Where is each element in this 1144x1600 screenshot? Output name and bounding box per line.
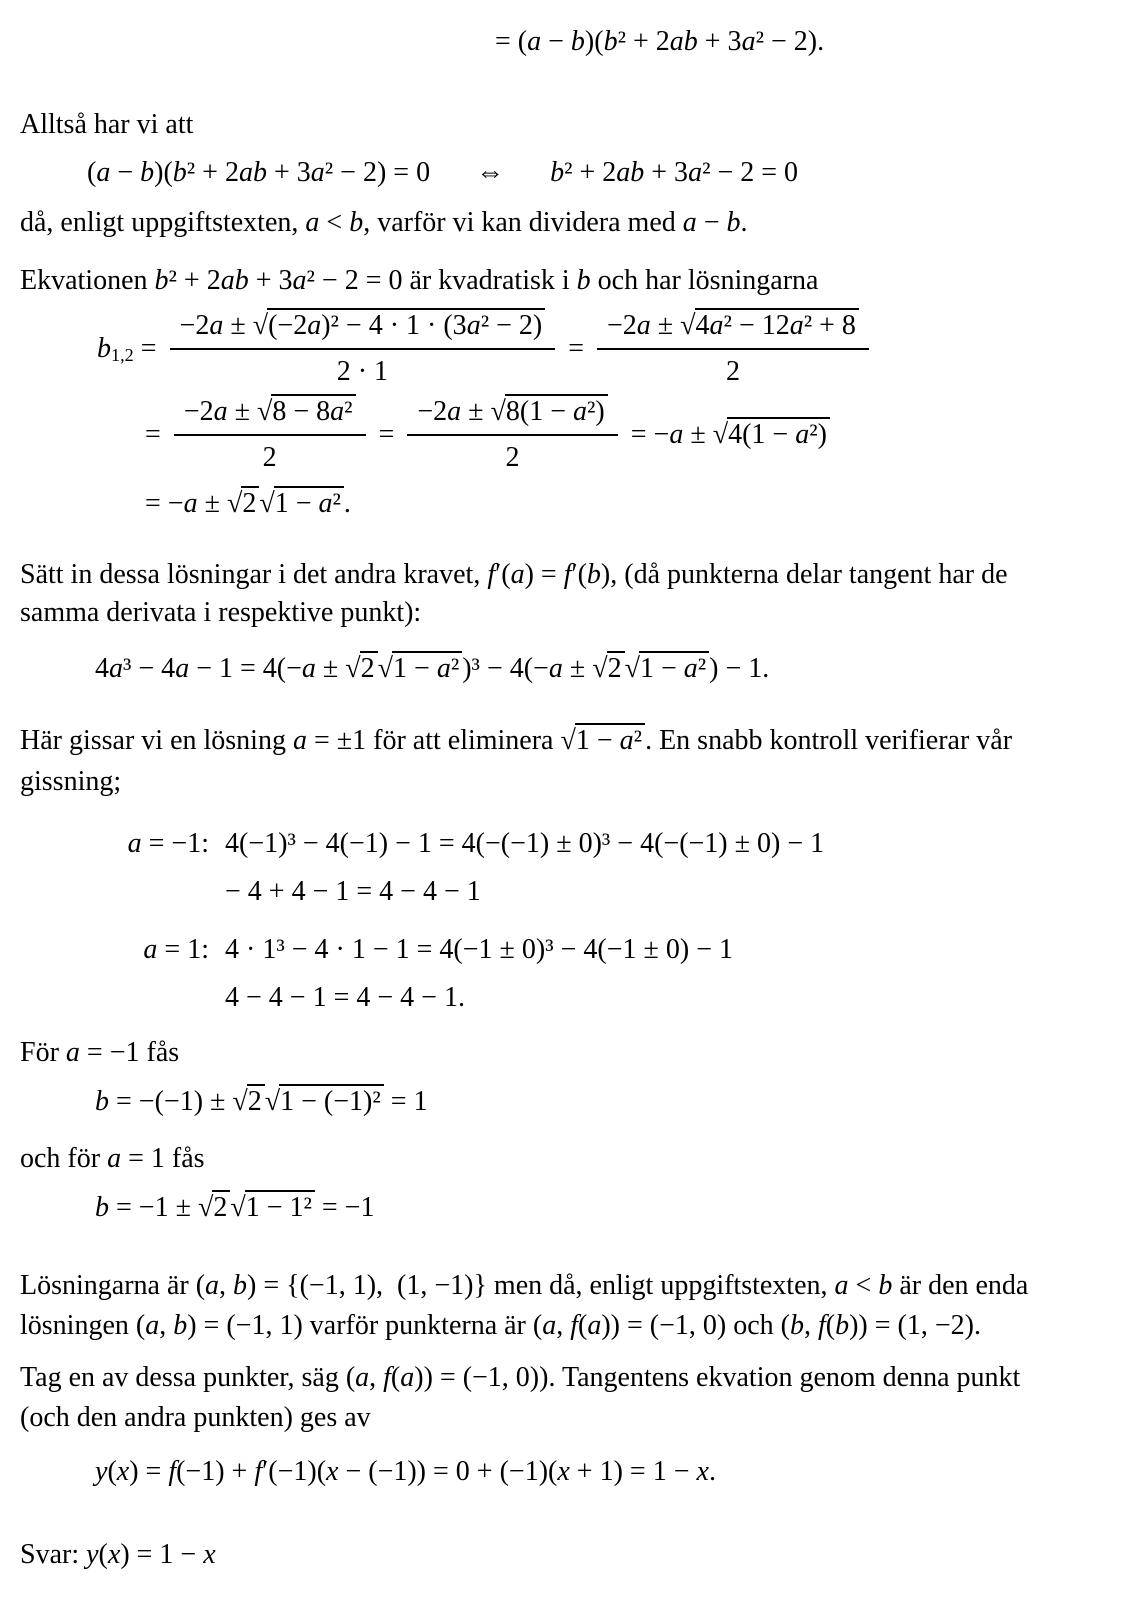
derivation-row-3: = −a ± √2 √1 − a² . (145, 488, 351, 519)
derivation-b12 (20, 308, 1124, 526)
fraction-numerator: −2a ± √4a² − 12a² + 8 (597, 308, 869, 350)
equals-sign: = (145, 419, 161, 450)
sqrt-radical: √2 (345, 653, 377, 684)
fraction-simplified-3 (407, 394, 617, 476)
derivation-row-2 (20, 394, 1124, 476)
fraction-numerator: −2a ± √(−2a)² − 4 · 1 · (3a² − 2) (170, 308, 556, 350)
paragraph-line: Här gissar vi en lösning a = ±1 för att eliminera √1 − a² . En snabb kontroll verifierar vår (20, 725, 1013, 756)
paragraph-divide-condition: då, enligt uppgiftstexten, a < b, varför vi kan dividera med a − b. (20, 207, 748, 238)
equals-sign: = (378, 419, 395, 450)
case-label: a = −1: (127, 828, 209, 859)
sqrt-radical: √1 − 1² (230, 1192, 315, 1223)
equivalence-arrow-icon: ⇔ (476, 157, 505, 188)
sqrt-radical: √4(1 − a²) (713, 419, 830, 450)
sqrt-radical: √(−2a)² − 4 · 1 · (3a² − 2) (253, 310, 546, 341)
paragraph-for-a-plus-1: och för a = 1 fås (20, 1143, 205, 1174)
paragraph-substitute-condition (20, 556, 1124, 632)
paragraph-line: Lösningarna är (a, b) = {(−1, 1), (1, −1)} men då, enligt uppgiftstexten, a < b är den enda (20, 1270, 1029, 1301)
paragraph-solutions (20, 1266, 1124, 1346)
spacer (97, 978, 209, 1018)
sqrt-radical: √1 − a² (378, 653, 463, 684)
sqrt-radical: √8(1 − a²) (491, 396, 608, 427)
paragraph-line: (och den andra punkten) ges av (20, 1402, 371, 1433)
derivation-row-1 (20, 308, 1124, 390)
fraction-denominator: 2 (725, 356, 740, 387)
sqrt-radical: √1 − a² (259, 488, 344, 519)
paragraph-altsa: Alltså har vi att (20, 109, 194, 140)
fraction-numerator: −2a ± √8 − 8a² (174, 394, 366, 436)
equation-derivative-condition: 4a³ − 4a − 1 = 4(−a ± √2 √1 − a² )³ − 4(−a ± √2 √1 − a² ) − 1. (95, 653, 770, 684)
paragraph-for-a-minus-1: För a = −1 fås (20, 1037, 180, 1068)
equation-b-for-a-plus-1: b = −1 ± √2 √1 − 1² = −1 (95, 1192, 375, 1223)
spacer (97, 872, 209, 912)
equation-continued-factorization: = (a − b)(b² + 2ab + 3a² − 2). (495, 26, 825, 57)
sqrt-radical: √2 (227, 488, 259, 519)
b12-lead: $b_{1,2}$ = (97, 333, 157, 365)
case-equation: 4(−1)³ − 4(−1) − 1 = 4(−(−1) ± 0)³ − 4(−(−1) ± 0) − 1 (225, 828, 825, 859)
paragraph-guess-solution (20, 720, 1124, 802)
paragraph-line: lösningen (a, b) = (−1, 1) varför punkterna är (a, f(a)) = (−1, 0) och (b, f(b)) = (1, −2). (20, 1310, 981, 1341)
sqrt-radical: √1 − (−1)² (265, 1086, 384, 1117)
paragraph-tangent-intro (20, 1358, 1124, 1438)
answer-line: Svar: y(x) = 1 − x (20, 1539, 216, 1570)
sqrt-radical: √2 (592, 653, 624, 684)
sqrt-radical: √1 − a² (625, 653, 710, 684)
sqrt-radical: √4a² − 12a² + 8 (680, 310, 859, 341)
fraction-denominator: 2 (505, 442, 520, 473)
equals-sign: = (568, 333, 584, 364)
equivalence-lhs: (a − b)(b² + 2ab + 3a² − 2) = 0 (87, 157, 431, 188)
case-label: a = 1: (143, 934, 209, 965)
paragraph-line: gissning; (20, 766, 122, 797)
fraction-denominator: 2 (262, 442, 277, 473)
case-equation: 4 · 1³ − 4 · 1 − 1 = 4(−1 ± 0)³ − 4(−1 ± 0) − 1 (225, 934, 734, 965)
paragraph-line: Sätt in dessa lösningar i det andra kravet, f′(a) = f′(b), (då punkterna delar tangent har de (20, 559, 1008, 590)
case-equation: 4 − 4 − 1 = 4 − 4 − 1. (225, 982, 465, 1013)
paragraph-quadratic-intro: Ekvationen b² + 2ab + 3a² − 2 = 0 är kvadratisk i b och har lösningarna (20, 265, 819, 296)
equation-equivalence (20, 150, 1124, 196)
paragraph-line: Tag en av dessa punkter, säg (a, f(a)) = (−1, 0)). Tangentens ekvation genom denna punkt (20, 1362, 1021, 1393)
fraction-simplified-1 (597, 308, 869, 390)
equation-b-for-a-minus-1: b = −(−1) ± √2 √1 − (−1)² = 1 (95, 1086, 428, 1117)
sqrt-radical: √8 − 8a² (257, 396, 356, 427)
fraction-simplified-2 (174, 394, 366, 476)
case-equation: − 4 + 4 − 1 = 4 − 4 − 1 (225, 876, 481, 907)
sqrt-radical: √2 (232, 1086, 264, 1117)
fraction-quadratic-formula (170, 308, 556, 390)
equivalence-rhs: b² + 2ab + 3a² − 2 = 0 (550, 157, 799, 188)
case-a-minus-1 (20, 824, 1124, 912)
case-a-plus-1 (20, 930, 1124, 1018)
sqrt-radical: √2 (198, 1192, 230, 1223)
row-2-tail: = −a ± √4(1 − a²) (631, 419, 830, 451)
fraction-numerator: −2a ± √8(1 − a²) (407, 394, 617, 436)
paragraph-line: samma derivata i respektive punkt): (20, 597, 422, 628)
fraction-denominator: 2 · 1 (336, 356, 389, 387)
equation-tangent-line: y(x) = f(−1) + f′(−1)(x − (−1)) = 0 + (−1)(x + 1) = 1 − x. (95, 1456, 716, 1487)
sqrt-radical: √1 − a² (561, 725, 646, 756)
